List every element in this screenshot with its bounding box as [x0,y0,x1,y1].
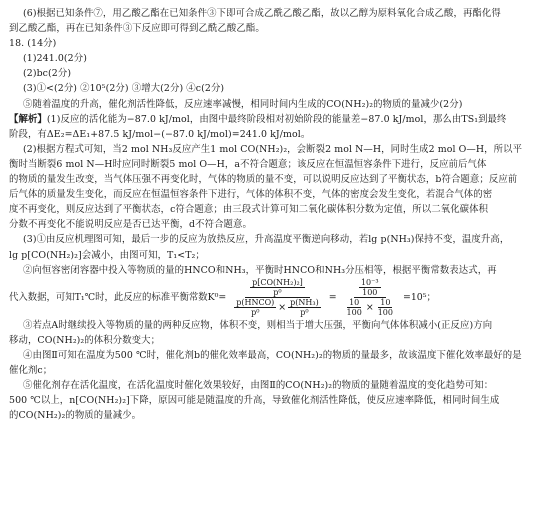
kp-numerator: $\frac{\text{p[CO(NH₂)₂]}}{\text{p⁰}}$ [245,278,310,298]
answer-3-5: ⑤随着温度的升高，催化剂活性降低，反应速率减慢，相同时间内生成的CO(NH₂)₂的物质的量减少(2分) [23,98,463,110]
equilibrium-constant-equation: 代入数据，可知T₁℃时，此反应的标准平衡常数K⁰= $\frac{\text{p[CO(NH₂)₂]}}{\text{p⁰}}$ $\frac{\text{p(HNCO)}}{\text{p⁰}}$ × $\frac{\text{p(NH₃)}}{\text{p⁰}}$ = $\frac{\text{10⁻³}}{100}$ $\frac{10}{100}$ × $\frac{10}{100}$ =10⁵； [9,278,436,318]
kp-expression [229,278,325,317]
part2-line6: 分数不再变化不能说明反应是否已达平衡，d不符合题意。 [9,219,252,231]
part2-line1: (2)根据方程式可知，当2 mol NH₃反应产生1 mol CO(NH₂)₂，会断裂2 mol N—H，同时生成2 mol O—H，所以平 [23,143,523,155]
part2-line2: 衡时当断裂6 mol N—H时应同时断裂5 mol O—H，a不符合题意；该反应在恒温恒容条件下进行，反应前后气体 [9,158,487,170]
part3-line11: 的CO(NH₂)₂的物质的量减少。 [9,410,142,422]
analysis-text-1: (1)反应的活化能为−87.0 kJ/mol，由图中最终阶段相对初始阶段的能量差−87.0 kJ/mol，那么由TS₁到最终 [46,113,507,125]
part3-line1: (3)①由反应机理图可知，最后一步的反应为放热反应，升高温度平衡逆向移动，若lg p(NH₃)保持不变，温度升高， [23,234,510,246]
kp-numeric: $\frac{\text{10⁻³}}{100}$ $\frac{10}{100}$ × $\frac{10}{100}$ [346,278,393,318]
analysis-line2: 阶段，有ΔE₂=ΔE₁+87.5 kJ/mol−(−87.0 kJ/mol)=241.0 kJ/mol。 [9,128,311,140]
answer-3: (3)①<(2分) ②10⁵(2分) ③增大(2分) ④c(2分) [23,83,225,95]
part2-line4: 后气体的质量发生变化，而反应在恒温恒容条件下进行，气体的体积不变，气体的密度会发生变化，若混合气体的密 [9,189,493,201]
kp-denominator: $\frac{\text{p(HNCO)}}{\text{p⁰}}$ × $\frac{\text{p(NH₃)}}{\text{p⁰}}$ [236,298,319,318]
question-18-heading: 18. (14分) [9,38,57,50]
answer-1: (1)241.0(2分) [23,53,87,65]
q17-part6-line2: 到乙酸乙酯，再在已知条件③下反应即可得到乙酰乙酸乙酯。 [9,23,265,35]
analysis-label: 【解析】 [9,113,47,125]
part3-line9: ⑤催化剂存在活化温度，在活化温度时催化效果较好，由图Ⅱ的CO(NH₂)₂的物质的量随着温度的变化趋势可知： [23,380,494,392]
part3-line7: ④由图Ⅱ可知在温度为500 ℃时，催化剂b的催化效率最高，CO(NH₂)₂的物质的量最多，故该温度下催化效率最好的是 [23,349,522,361]
part3-line3: ②向恒容密闭容器中投入等物质的量的HNCO和NH₃，平衡时HNCO和NH₃分压相等，根据平衡常数表达式，再 [23,264,497,276]
part3-line10: 500 ℃以上，n[CO(NH₂)₂]下降，原因可能是随温度的升高，导致催化剂活性降低，使反应速率降低，相同时间生成 [9,395,500,407]
part3-line6: 移动，CO(NH₂)₂的体积分数变大； [9,334,161,346]
part3-line5: ③若点A时继续投入等物质的量的两种反应物，体积不变，则相当于增大压强，平衡向气体体积减小(正反应)方向 [23,319,493,331]
part2-line3: 的物质的量发生改变，当气体压强不再变化时，气体的物质的量不变，可以说明反应达到了平衡状态，b符合题意；反应前 [9,174,518,186]
part3-line8: 催化剂c； [9,364,53,376]
equation-lead-text: 代入数据，可知T₁℃时，此反应的标准平衡常数K⁰= [9,292,227,304]
equation-result: =10⁵； [402,292,436,304]
part3-line2: lg p[CO(NH₂)₂]会减小，由图可知，T₁<T₂； [9,249,205,261]
part2-line5: 度不再变化，则反应达到了平衡状态，c符合题意；由三段式计算可知二氧化碳体积分数为定值，所以二氧化碳体积 [9,204,489,216]
analysis-line1 [9,112,537,127]
answer-2: (2)bc(2分) [23,68,72,80]
q17-part6-line1: (6)根据已知条件⑦，用乙酸乙酯在已知条件③下即可合成乙酰乙酸乙酯，故以乙醇为原料氧化合成乙酸，再酯化得 [23,8,501,19]
